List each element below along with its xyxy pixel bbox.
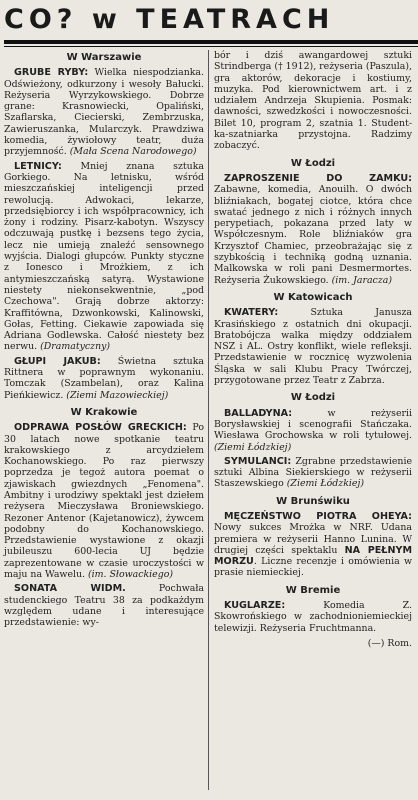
column-title: CO? w TEATRACH [4, 4, 335, 35]
review-text: Komedia Z. Skowrońskiego w zachodnioniemieckiej telewizji. Reżyseria Fruchtmanna. [214, 600, 412, 634]
review-text: Pochwała studenckiego Teatru 38 za podkażdym względem udane i interesujące przedstawienie: wy- [4, 583, 204, 629]
review-venue: (im. Słowackiego) [85, 569, 174, 581]
review-title: SONATA WIDM. [14, 583, 126, 595]
city-heading-krakow: W Krakowie [70, 406, 138, 418]
review-sonata-widm [4, 583, 204, 628]
review-text: Wielka niespodzianka. Odświeżony, odkurzony i wesoły Bałucki. Reżyseria Wyrzykowskiego. Dobrze grane: Krasnowiecki, Opaliński, Szaflarska, Ciecierski, Zembrzuska, Zawieruszanka, Mularczyk. Prawdziwa komedia, żywiołowy teatr, duża przyjemność. [4, 67, 204, 158]
review-title: KUGLARZE: [224, 600, 286, 612]
city-heading-warszawa: W Warszawie [66, 52, 142, 63]
review-text: Świetna sztuka Rittnera w poprawnym wykonaniu. Tomczak (Szambelan), oraz Kalina Pieńkiewicz. [4, 355, 204, 401]
city-heading-brunszwik: W Brunświku [276, 495, 350, 507]
city-heading-katowice: W Katowicach [273, 291, 353, 303]
review-title: GRUBE RYBY: [14, 67, 89, 79]
review-odprawa-poslow [4, 422, 204, 580]
review-title: BALLADYNA: [224, 407, 293, 419]
review-grube-ryby [4, 67, 204, 157]
review-title: MĘCZEŃSTWO PIOTRA OHEYA: [224, 510, 412, 522]
header-rule-thick [4, 40, 418, 44]
review-venue: (im. Jaracza) [328, 274, 392, 286]
review-text: Zgrabne przedstawienie sztuki Albina Siekierskiego w reżyserii Staszewskiego [214, 455, 412, 490]
review-text: Nowy sukces Mrożka w NRF. Udana premiera w reżyserii Hanno Lunina. W drugiej części spektaklu [214, 522, 412, 556]
right-column [214, 50, 412, 649]
review-venue: (Mała Scena Narodowego) [66, 146, 197, 158]
city-heading-brema: W Bremie [285, 584, 341, 596]
review-title: ZAPROSZENIE DO ZAMKU: [224, 172, 412, 184]
review-balladyna [214, 408, 412, 453]
review-kwatery [214, 307, 412, 386]
left-column [4, 50, 204, 632]
column-divider [208, 50, 209, 790]
author-signature: (—) Rom. [367, 637, 412, 649]
review-venue: (Ziemi Łódzkiej) [283, 478, 365, 490]
column-header [4, 4, 404, 48]
review-sonata-widm-continued: bór i dziś awangardowej sztuki Strindberga († 1912), reżyseria (Paszula), gra aktorów, dekoracje i kostiumy, muzyka. Pod kierownictwem art. i z udziałem Andrzeja Skupienia. Posmak: dawności, szwedzkości i nowoczesności. Bilet 10, program 2, szatnia 1. Student-ka-szatniarka przystojna. Radzimy zobaczyć. [214, 50, 412, 152]
review-venue: (Dramatyczny) [37, 341, 111, 353]
review-text: Po 30 latach nowe spotkanie teatru krakowskiego z arcydziełem Kochanowskiego. Po raz pierwszy poprzedza je tegoż autora poemat o zjawiskach gwiezdnych „Fenomena". Ambitny i urodziwy spektakl jest dziełem reżysera Mieczysława Broniewskiego. Rezoner Antenor (Kajetanowicz), żywcem podobny do Kochanowskiego. Przedstawienie wystawione z okazji jubileuszu 600-lecia UJ będzie zaprezentowane w czasie uroczystości w maju na Wawelu. [4, 422, 204, 581]
review-kuglarze [214, 600, 412, 634]
review-play-title: NA PEŁNYM MORZU [214, 544, 412, 568]
review-text: Zabawne, komedia, Anouilh. O dwóch bliźniakach, bogatej ciotce, która chce swatać jednego z nich i różnych innych perypetiach, pokazana przed laty w Współczesnym. Role bliźniaków gra Krzysztof Chamiec, przeobrażając się z szybkością i techniką godną uznania. Malkowska w roli pani Desmermortes. Reżyseria Żukowskiego. [214, 184, 412, 286]
city-heading-lodz-2: W Łodzi [290, 392, 336, 404]
header-rule-thin [4, 46, 418, 47]
review-text: Mniej znana sztuka Gorkiego. Na letnisku, wśród mieszczańskiej inteligencji przed rewolucją. Adwokaci, lekarze, przedsiębiorcy i ich współpracownicy, ich żony i rodziny. Pisarz-kabotyn. Wszyscy odczuwają pustkę i bezsens tego życia, lecz nie umieją znaleźć sensownego wyjścia. Dialogi głupców. Punkty styczne z Ionesco i Mrożkiem, z ich antymieszczańską satyrą. Wystawione niestety niekonsekwentnie, „pod Czechowa". Grają dobrze aktorzy: Kraffitówna, Dzwonkowski, Kalinowski, Gołas, Fetting. Ciekawie zapowiada się Adriana Godlewska. Całość niestety bez nerwu. [4, 160, 204, 353]
review-glupi-jakub [4, 356, 204, 401]
review-venue: (Ziemi Mazowieckiej) [63, 389, 169, 401]
review-title: GŁUPI JAKUB: [14, 355, 101, 367]
city-heading-lodz: W Łodzi [290, 157, 336, 169]
review-meczenstwo-piotra-oheya [214, 511, 412, 579]
review-title: KWATERY: [224, 307, 279, 319]
review-title: ODPRAWA POSŁÓW GRECKICH: [14, 422, 187, 434]
review-letnicy [4, 161, 204, 353]
review-symulanci [214, 456, 412, 490]
review-title: SYMULANCI: [224, 455, 292, 467]
review-zaproszenie-do-zamku [214, 173, 412, 286]
review-text: w reżyserii Borysławskiej i scenografii Stańczaka. Wiesława Grochowska w roli tytułowej. [214, 407, 412, 442]
review-text: Sztuka Janusza Krasińskiego z ostatnich dni okupacji. Bratobójcza walka między oddziałem NSZ i AL. Ostry konflikt, wiele refleksji. Przedstawienie w rocznicę wyzwolenia Śląska w sali Klubu Pracy Twórczej, przygotowane przez Teatr z Zabrza. [214, 307, 412, 387]
review-title: LETNICY: [14, 160, 62, 172]
review-text: . Liczne recenzje i omówienia w prasie niemieckiej. [214, 556, 412, 579]
review-venue: (Ziemi Łódzkiej) [214, 441, 292, 453]
